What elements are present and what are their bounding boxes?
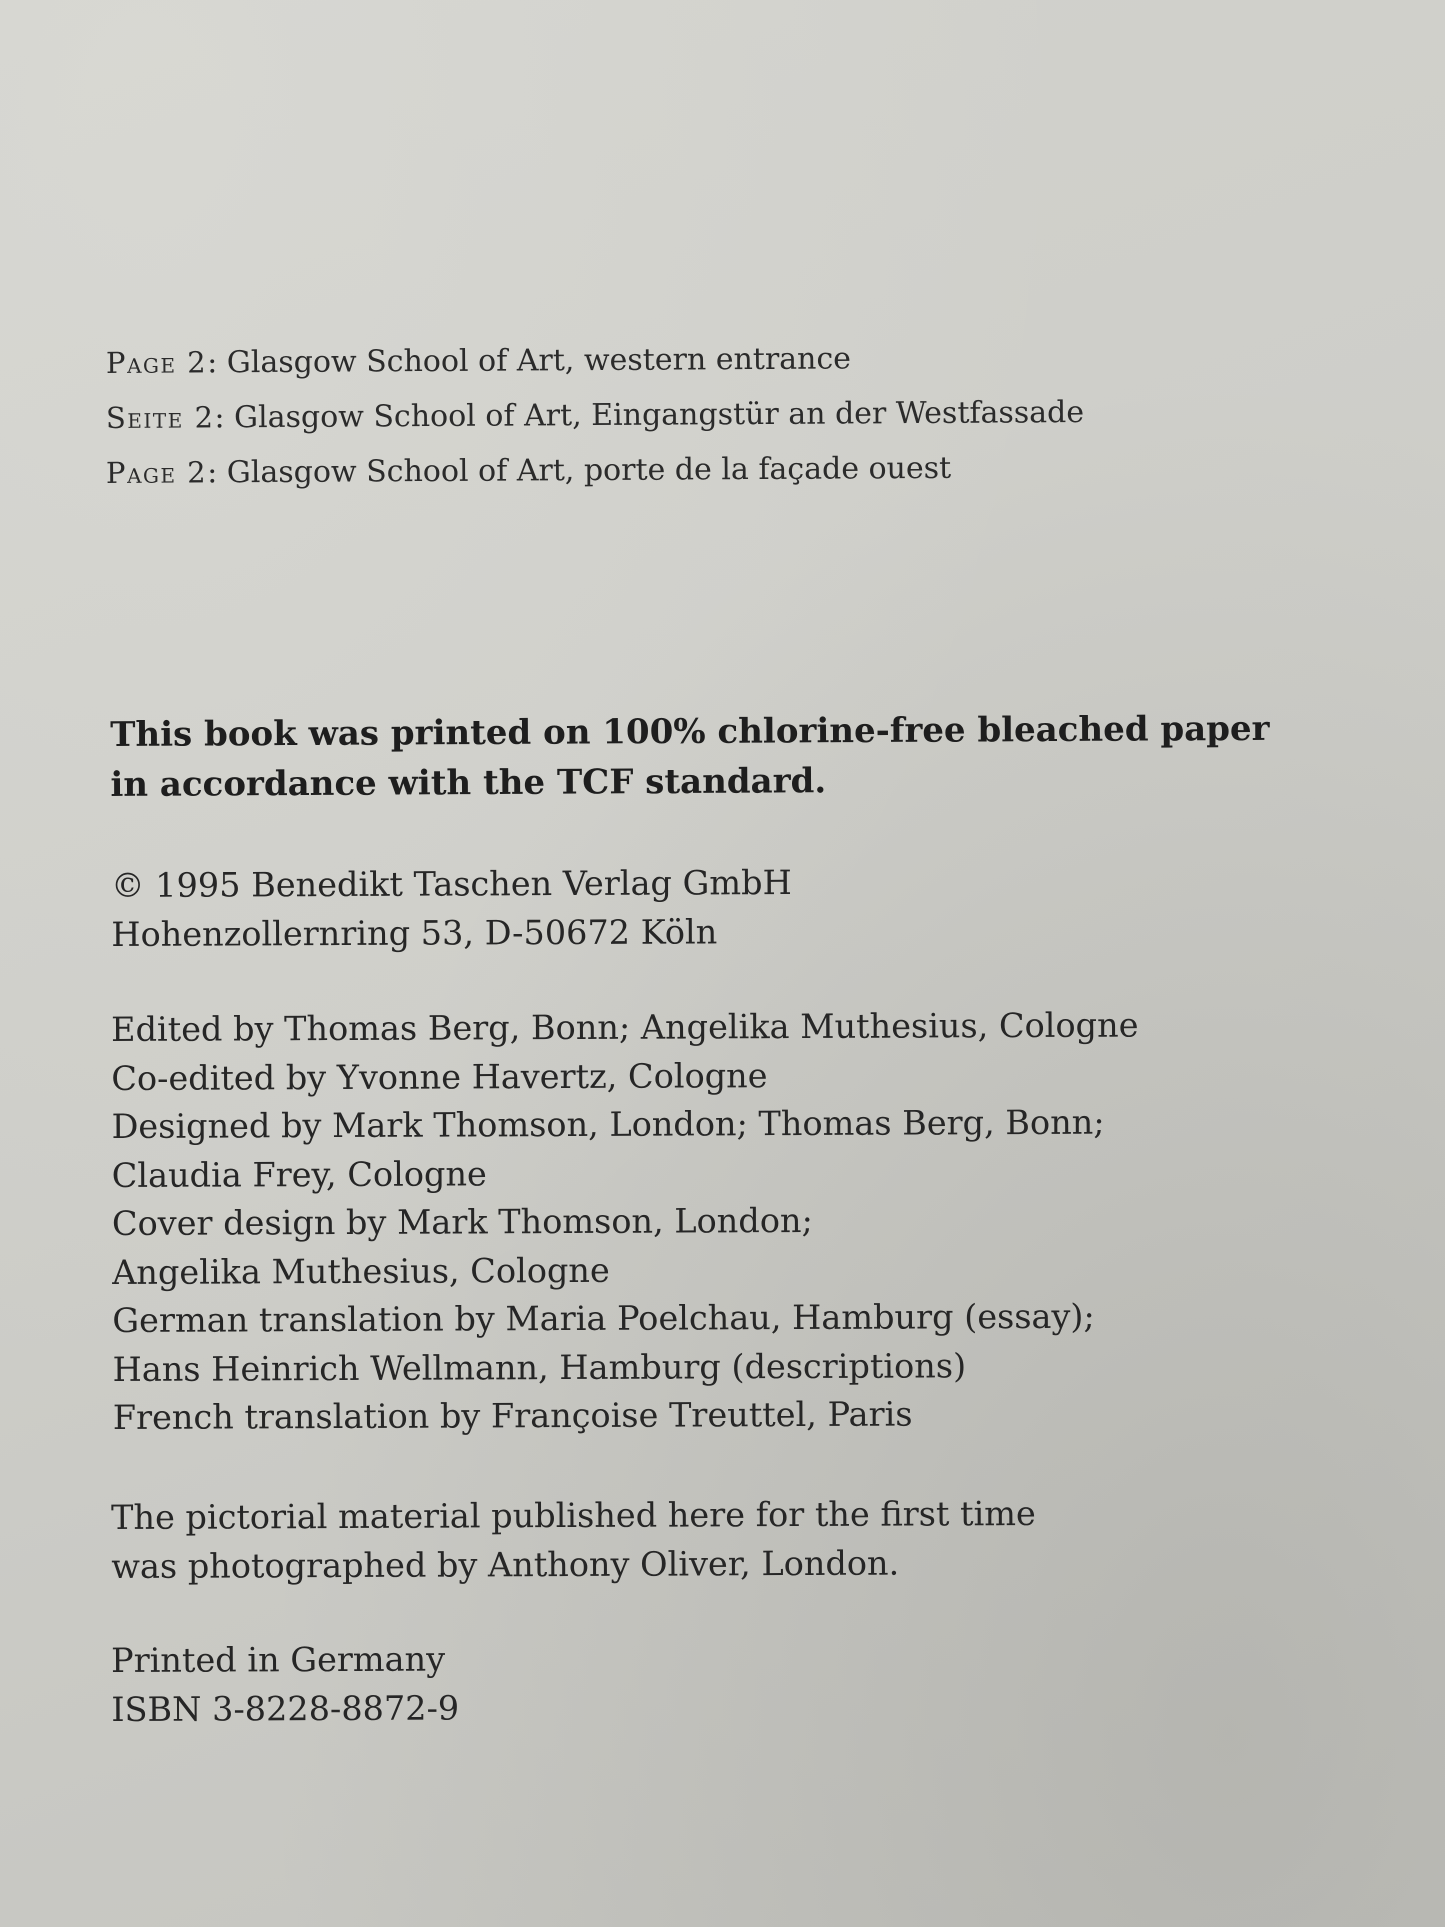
credit-line: Edited by Thomas Berg, Bonn; Angelika Muthesius, Cologne — [111, 1005, 1139, 1049]
credit-line: Cover design by Mark Thomson, London; — [111, 1200, 813, 1243]
caption-text: : Glasgow School of Art, Eingangstür an der Westfassade — [214, 395, 1085, 436]
isbn: ISBN 3-8228-8872-9 — [111, 1687, 460, 1729]
printed-in: Printed in Germany — [111, 1639, 446, 1680]
caption-text: : Glasgow School of Art, western entrance — [207, 341, 852, 381]
pictorial-credit — [111, 1489, 1311, 1591]
publisher-address: Hohenzollernring 53, D-50672 Köln — [111, 911, 718, 954]
pictorial-line: was photographed by Anthony Oliver, London. — [111, 1543, 900, 1586]
paper-note-line: in accordance with the TCF standard. — [110, 761, 827, 805]
copyright-block — [111, 857, 1311, 959]
credit-line: German translation by Maria Poelchau, Hamburg (essay); — [112, 1296, 1095, 1340]
copyright-line: © 1995 Benedikt Taschen Verlag GmbH — [111, 863, 792, 905]
paper-note — [110, 704, 1291, 810]
caption-english — [106, 330, 1084, 391]
credit-line: Co-edited by Yvonne Havertz, Cologne — [111, 1055, 768, 1098]
caption-label: Page 2 — [105, 455, 208, 490]
credits-block — [111, 1001, 1313, 1443]
caption-text: : Glasgow School of Art, porte de la façade ouest — [207, 450, 952, 491]
picture-captions — [106, 336, 1084, 501]
caption-german — [106, 385, 1084, 446]
printing-info — [111, 1632, 1311, 1734]
caption-label: Seite 2 — [105, 400, 215, 435]
pictorial-line: The pictorial material published here for the first time — [111, 1493, 1036, 1537]
credit-line: Designed by Mark Thomson, London; Thomas Berg, Bonn; — [111, 1102, 1105, 1146]
credit-line: Claudia Frey, Cologne — [111, 1153, 487, 1195]
credit-line: Angelika Muthesius, Cologne — [112, 1250, 610, 1292]
credit-line: Hans Heinrich Wellmann, Hamburg (descriptions) — [112, 1345, 967, 1389]
paper-note-line: This book was printed on 100% chlorine-free bleached paper — [110, 708, 1270, 755]
caption-french — [106, 440, 1084, 501]
credit-line: French translation by Françoise Treuttel, Paris — [112, 1394, 913, 1437]
caption-label: Page 2 — [105, 345, 208, 380]
